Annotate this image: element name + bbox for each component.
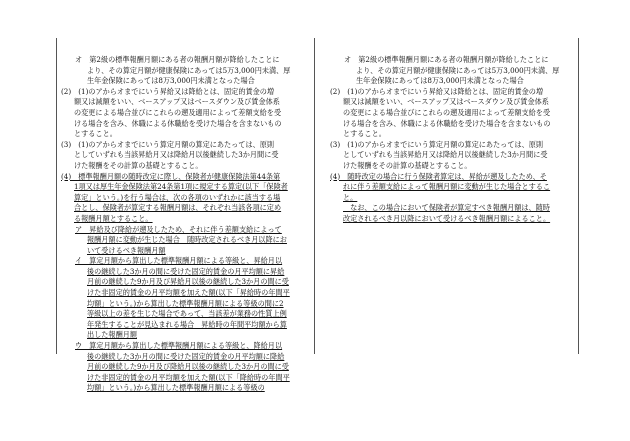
- left-column-line: [61, 373, 306, 384]
- left-column-line: ける場合を含み、休職による休職給を受けた場合を含まないもの: [74, 118, 282, 128]
- left-column-line: 生年金保険にあっては8万3,000円未満となった場合: [87, 76, 255, 86]
- left-column-line: けた報酬をその計算の基礎とすること。: [74, 160, 203, 170]
- left-column-line: [61, 320, 306, 331]
- left-column-underlined-text: 等級以上の差を生じた場合であって、当該差が業務の性質上例: [87, 309, 287, 319]
- left-column-underlined-text: けた非固定的賃金の月平均額を加えた額(以下「降給時の年間平: [87, 372, 290, 382]
- right-column-line: [330, 203, 580, 214]
- left-column-underlined-text: ア 昇給及び降給が遡及したため、それに伴う差額支給によって: [75, 224, 282, 234]
- right-column-line: より、その算定月額が健康保険にあっては5万3,000円未満、厚: [356, 65, 560, 75]
- left-column-underlined-text: 算定」という。)を行う場合は、次の各項のいずれかに該当する場: [74, 192, 281, 202]
- left-column-line: オ 第2級の標準報酬月額にある者の報酬月額が降給したことに: [75, 55, 280, 64]
- left-column-underlined-text: 均額」という。)から算出した標準報酬月額による等級の間に2: [87, 298, 284, 308]
- right-column-underlined-text: 改定されるべき月以降において受けるべき報酬月額によること。: [343, 213, 551, 223]
- left-column-underlined-text: る報酬月額とすること。: [74, 213, 153, 223]
- left-column-line: [61, 330, 306, 341]
- left-column-underlined-text: (4) 標準報酬月額の随時改定に際し、保険者が健康保険法第44条第: [61, 171, 281, 181]
- left-column-underlined-text: 合とし、保険者が算定する報酬月額は、それぞれ当該各項に定め: [74, 203, 282, 213]
- left-column-underlined-text: 年発生することが見込まれる場合 昇給時の年間平均額から算: [87, 319, 287, 329]
- left-column-underlined-text: 1項又は厚生年金保険法第24条第1項に規定する算定(以下「保険者: [74, 182, 288, 192]
- left-column-line: (2) (1)のアからオまでにいう昇給又は降給とは、固定的賃金の増: [61, 86, 275, 96]
- right-column-line: (3) (1)のアからオまでにいう算定月額の算定にあたっては、原則: [330, 139, 544, 149]
- left-column-line: [61, 246, 306, 257]
- left-column-line: より、その算定月額が健康保険にあっては5万3,000円未満、厚: [87, 65, 291, 75]
- right-column-underlined-text: なお、この場合において保険者が算定すべき報酬月額は、随時: [343, 203, 550, 213]
- left-column-line: [61, 267, 306, 278]
- left-column-underlined-text: いて受けるべき報酬月額: [87, 245, 166, 255]
- left-column-underlined-text: 後の継続した3か月の間に受けた固定的賃金の月平均額に降給: [87, 351, 285, 361]
- right-column-line: としていずれも当該昇給月又は降給月以後継続した3か月間に受: [343, 150, 548, 160]
- right-column-line: 生年金保険にあっては8万3,000円未満となった場合: [356, 76, 524, 86]
- new-text-column: [330, 55, 580, 225]
- right-column-line: ける場合を含み、休職による休職給を受けた場合を含まないもの: [343, 118, 551, 128]
- left-column-line: [61, 203, 306, 214]
- left-column-line: [61, 235, 306, 246]
- left-column-underlined-text: 後の継続した3か月の間に受けた固定的賃金の月平均額に昇給: [87, 266, 285, 276]
- left-column-line: 額又は減額をいい、ベースアップ又はベースダウン及び賃金体系: [74, 97, 280, 107]
- left-column-line: [61, 225, 306, 236]
- left-column-line: [61, 362, 306, 373]
- right-column-line: けた報酬をその計算の基礎とすること。: [343, 160, 472, 170]
- old-text-column: [61, 55, 306, 394]
- right-column-underlined-text: と。: [343, 192, 358, 202]
- left-column-underlined-text: 月前の継続した9か月及び昇給月以後の継続した3か月の間に受: [87, 277, 289, 287]
- left-column-line: [61, 309, 306, 320]
- center-divider-line: [314, 38, 315, 354]
- right-column-line: [330, 182, 580, 193]
- left-column-underlined-text: 月前の継続した9か月及び降給月以後の継続した3か月の間に受: [87, 362, 289, 372]
- left-column-underlined-text: けた非固定的賃金の月平均額を加えた額(以下「昇給時の年間平: [87, 288, 290, 298]
- left-border-line: [56, 38, 57, 354]
- right-column-line: [330, 214, 580, 225]
- left-column-underlined-text: 出した報酬月額: [87, 330, 137, 340]
- left-column-line: としていずれも当該昇給月又は降給月以後継続した3か月間に受: [74, 150, 279, 160]
- left-column-line: [61, 288, 306, 299]
- right-column-line: (2) (1)のアからオまでにいう昇給又は降給とは、固定的賃金の増: [330, 86, 544, 96]
- left-column-line: [61, 299, 306, 310]
- left-column-line: (3) (1)のアからオまでにいう算定月額の算定にあたっては、原則: [61, 139, 275, 149]
- left-column-line: [61, 193, 306, 204]
- left-column-line: [61, 214, 306, 225]
- right-column-line: の変更による場合並びにこれらの遡及適用によって差額支給を受: [343, 107, 551, 117]
- left-column-underlined-text: 均額」という。)から算出した標準報酬月額による等級の: [87, 383, 265, 393]
- left-column-line: とすること。: [74, 129, 117, 139]
- left-column-line: の変更による場合並びにこれらの遡及適用によって差額支給を受: [74, 107, 282, 117]
- left-column-line: [61, 277, 306, 288]
- right-column-line: 額又は減額をいい、ベースアップ又はベースダウン及び賃金体系: [343, 97, 549, 107]
- left-column-line: [61, 352, 306, 363]
- left-column-underlined-text: 報酬月額に変動が生じた場合 随時改定されるべき月以降にお: [87, 235, 287, 245]
- right-column-line: とすること。: [343, 129, 386, 139]
- left-column-line: [61, 383, 306, 394]
- right-column-underlined-text: れに伴う差額支給によって報酬月額に変動が生じた場合とするこ: [343, 182, 551, 192]
- right-column-line: オ 第2級の標準報酬月額にある者の報酬月額が降給したことに: [344, 55, 549, 64]
- left-column-underlined-text: イ 算定月額から算出した標準報酬月額による等級と、昇給月以: [75, 256, 283, 266]
- right-column-line: [330, 193, 580, 204]
- right-column-line: [330, 172, 580, 183]
- left-column-underlined-text: ウ 算定月額から算出した標準報酬月額による等級と、降給月以: [75, 341, 283, 351]
- left-column-line: [61, 341, 306, 352]
- left-column-line: [61, 256, 306, 267]
- left-column-line: [61, 172, 306, 183]
- left-column-line: [61, 182, 306, 193]
- right-column-underlined-text: (4) 随時改定の場合に行う保険者算定は、昇給が遡及したため、そ: [330, 171, 547, 181]
